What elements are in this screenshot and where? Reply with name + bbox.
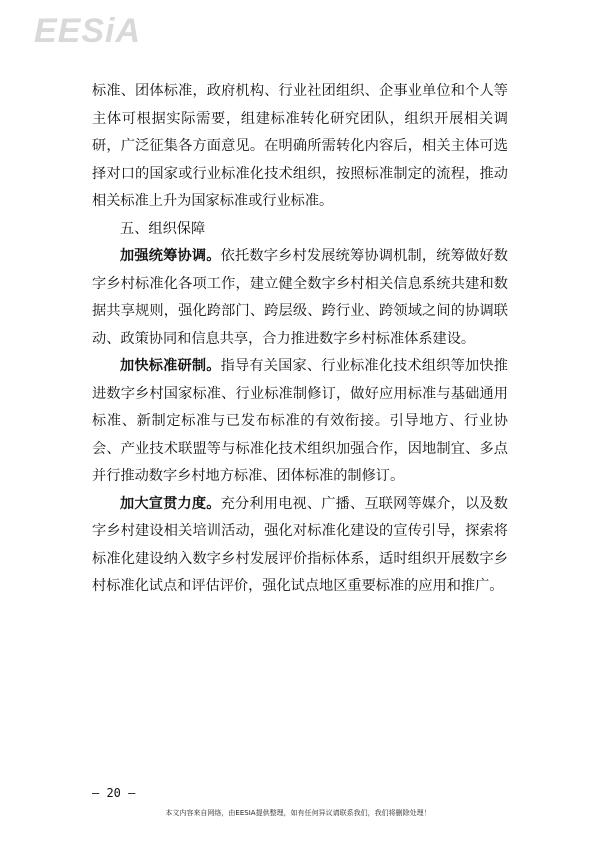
paragraph-text: 充分利用电视、广播、互联网等媒介，以及数字乡村建设相关培训活动，强化对标准化建设的宣传引导，探索将标准化建设纳入数字乡村发展评价指标体系，适时组织开展数字乡村标准化试点和评估评价，强化试点地区重要标准的应用和推广。 bbox=[92, 495, 508, 594]
document-body bbox=[92, 78, 508, 601]
footer-note: 本文内容来自网络，由EESIA提供整理，如有任何异议请联系我们，我们将删除处理！ bbox=[165, 809, 431, 817]
paragraph-lead: 加强统筹协调。 bbox=[120, 248, 221, 264]
eesia-logo: EESiA bbox=[34, 12, 142, 50]
paragraph-development bbox=[92, 353, 508, 491]
paragraph-lead: 加大宣贯力度。 bbox=[120, 495, 221, 512]
paragraph-lead: 加快标准研制。 bbox=[120, 358, 221, 374]
paragraph-publicity bbox=[92, 491, 508, 601]
section-heading: 五、组织保障 bbox=[120, 220, 206, 237]
paragraph-text: 依托数字乡村发展统筹协调机制，统筹做好数字乡村标准化各项工作，建立健全数字乡村相关信息系统共建和数据共享规则，强化跨部门、跨层级、跨行业、跨领域之间的协调联动、政策协同和信息共享，合力推进数字乡村标准体系建设。 bbox=[92, 248, 508, 347]
paragraph-standard-conversion: 标准、团体标准，政府机构、行业社团组织、企事业单位和个人等主体可根据实际需要，组建标准转化研究团队，组织开展相关调研，广泛征集各方面意见。在明确所需转化内容后，相关主体可选择对口的国家或行业标准化技术组织，按照标准制定的流程，推动相关标准上升为国家标准或行业标准。 bbox=[92, 83, 508, 209]
page-number: — 20 — bbox=[92, 786, 136, 800]
paragraph-text: 指导有关国家、行业标准化技术组织等加快推进数字乡村国家标准、行业标准制修订，做好应用标准与基础通用标准、新制定标准与已发布标准的有效衔接。引导地方、行业协会、产业技术联盟等与标准化技术组织加强合作，因地制宜、多点并行推动数字乡村地方标准、团体标准的制修订。 bbox=[92, 358, 508, 484]
paragraph-coordination bbox=[92, 243, 508, 353]
